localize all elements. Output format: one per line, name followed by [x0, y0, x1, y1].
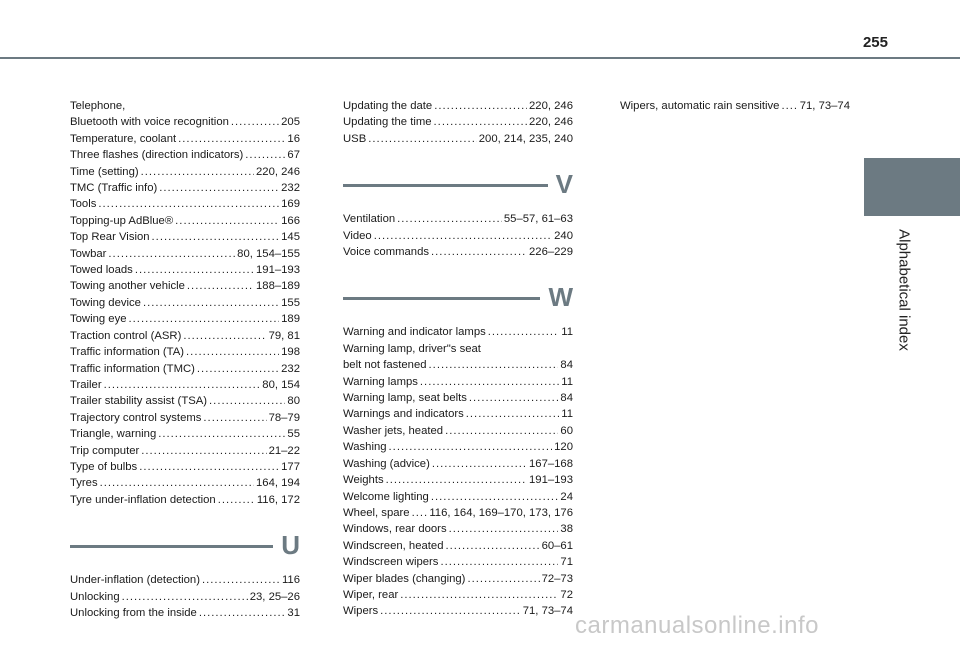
- index-entry: [70, 328, 300, 344]
- entry-page-ref: 11: [561, 326, 573, 339]
- entry-page-ref: 67: [287, 149, 300, 162]
- index-entry: [343, 357, 573, 373]
- entry-term: Towbar: [70, 247, 107, 260]
- dot-leader: [386, 472, 527, 488]
- entries-u: [70, 572, 300, 621]
- index-entry: [70, 98, 300, 114]
- entry-page-ref: 71, 73–74: [522, 605, 573, 618]
- entry-page-ref: 188–189: [256, 280, 300, 293]
- index-entry: [343, 406, 573, 422]
- dot-leader: [202, 572, 280, 588]
- entry-page-ref: 189: [281, 313, 300, 326]
- dot-leader: [143, 295, 279, 311]
- index-entry: [70, 344, 300, 360]
- dot-leader: [187, 278, 254, 294]
- dot-leader: [380, 603, 521, 619]
- index-entry: [343, 341, 573, 357]
- entry-page-ref: 226–229: [529, 246, 573, 259]
- entry-term: Updating the time: [343, 116, 432, 129]
- index-entry: [70, 361, 300, 377]
- index-entry: [343, 554, 573, 570]
- index-entry: [70, 492, 300, 508]
- entry-term: Temperature, coolant: [70, 132, 177, 145]
- entry-term: Trailer stability assist (TSA): [70, 395, 208, 408]
- index-entry: [70, 377, 300, 393]
- dot-leader: [488, 324, 560, 340]
- entry-page-ref: 31: [287, 606, 300, 619]
- entry-term: Unlocking: [70, 590, 120, 603]
- entry-page-ref: 80, 154–155: [237, 247, 300, 260]
- index-entry: [343, 228, 573, 244]
- entries-w-cont: [620, 98, 850, 114]
- entry-term: Windscreen wipers: [343, 556, 439, 569]
- index-entry: [70, 164, 300, 180]
- entry-page-ref: 116: [281, 574, 300, 587]
- index-entry: [343, 98, 573, 114]
- dot-leader: [245, 147, 285, 163]
- index-column-2: [343, 98, 573, 620]
- index-entry: [343, 505, 573, 521]
- entries-v: [343, 211, 573, 260]
- section-letter-u: U: [281, 530, 300, 561]
- dot-leader: [98, 196, 279, 212]
- entry-page-ref: 11: [561, 375, 573, 388]
- dot-leader: [412, 505, 428, 521]
- index-entry: [343, 211, 573, 227]
- entry-term: Washing: [343, 441, 387, 454]
- section-header-v: [343, 169, 573, 200]
- entry-page-ref: 24: [560, 490, 573, 503]
- entry-page-ref: 72–73: [541, 572, 573, 585]
- entry-page-ref: 167–168: [529, 457, 573, 470]
- dot-leader: [449, 521, 559, 537]
- dot-leader: [420, 374, 559, 390]
- section-letter-w: W: [548, 282, 573, 313]
- entry-page-ref: 71, 73–74: [799, 100, 850, 112]
- entry-page-ref: 38: [560, 523, 573, 536]
- entry-term: Traction control (ASR): [70, 329, 182, 342]
- dot-leader: [400, 587, 558, 603]
- watermark-text: carmanualsonline.info: [575, 612, 819, 639]
- dot-leader: [431, 489, 559, 505]
- dot-leader: [152, 229, 280, 245]
- dot-leader: [203, 410, 266, 426]
- entry-page-ref: 191–193: [529, 474, 573, 487]
- index-entry: [70, 278, 300, 294]
- entry-page-ref: 220, 246: [529, 116, 573, 129]
- index-entry: [343, 571, 573, 587]
- dot-leader: [141, 443, 266, 459]
- dot-leader: [432, 456, 527, 472]
- dot-leader: [781, 98, 797, 114]
- dot-leader: [197, 361, 279, 377]
- entry-term: belt not fastened: [343, 359, 427, 372]
- entry-page-ref: 21–22: [268, 444, 300, 457]
- dot-leader: [135, 262, 254, 278]
- entry-page-ref: 72: [560, 588, 573, 601]
- entry-page-ref: 200, 214, 235, 240: [478, 132, 573, 145]
- index-entry: [70, 311, 300, 327]
- entry-term: Washing (advice): [343, 457, 430, 470]
- dot-leader: [100, 475, 254, 491]
- dot-leader: [159, 180, 279, 196]
- entry-term: Windows, rear doors: [343, 523, 447, 536]
- dot-leader: [431, 244, 527, 260]
- dot-leader: [158, 426, 285, 442]
- entry-term: Trailer: [70, 378, 102, 391]
- dot-leader: [199, 605, 286, 621]
- entries-u-cont: [343, 98, 573, 147]
- entry-term: Type of bulbs: [70, 460, 138, 473]
- entry-term: Wheel, spare: [343, 506, 410, 519]
- index-entry: [70, 262, 300, 278]
- index-entry: [70, 443, 300, 459]
- page-number: 255: [862, 34, 888, 51]
- entry-term: Wiper, rear: [343, 588, 399, 601]
- dot-leader: [231, 114, 279, 130]
- index-entry: [343, 489, 573, 505]
- index-entry: [343, 472, 573, 488]
- entry-term: Warnings and indicators: [343, 408, 464, 421]
- entry-term: Wipers: [343, 605, 379, 618]
- dot-leader: [178, 131, 285, 147]
- entry-page-ref: 78–79: [268, 411, 300, 424]
- entry-term: Triangle, warning: [70, 428, 157, 441]
- entry-page-ref: 71: [560, 556, 573, 569]
- dot-leader: [434, 114, 527, 130]
- entry-page-ref: 232: [281, 362, 300, 375]
- index-entry: [343, 456, 573, 472]
- entry-term: Top Rear Vision: [70, 231, 150, 244]
- entries-t: [70, 98, 300, 508]
- section-header-w: [343, 282, 573, 313]
- index-entry: [343, 390, 573, 406]
- entry-term: Time (setting): [70, 165, 139, 178]
- dot-leader: [139, 459, 279, 475]
- index-entry: [343, 244, 573, 260]
- entry-page-ref: 205: [281, 116, 300, 129]
- section-letter-v: V: [555, 169, 573, 200]
- index-entry: [343, 521, 573, 537]
- entry-term: Tyre under-inflation detection: [70, 493, 216, 506]
- index-entry: [70, 572, 300, 588]
- entry-page-ref: 60: [560, 424, 573, 437]
- index-entry: [343, 439, 573, 455]
- entry-term: Towed loads: [70, 264, 133, 277]
- dot-leader: [469, 390, 559, 406]
- index-entry: [343, 131, 573, 147]
- entry-term: Trajectory control systems: [70, 411, 202, 424]
- entry-term: Welcome lighting: [343, 490, 429, 503]
- entry-page-ref: 79, 81: [268, 329, 300, 342]
- index-entry: [70, 589, 300, 605]
- entry-term: USB: [343, 132, 367, 145]
- entry-term: Warning lamp, seat belts: [343, 392, 467, 405]
- dot-leader: [209, 393, 285, 409]
- dot-leader: [445, 423, 558, 439]
- dot-leader: [183, 328, 266, 344]
- entry-page-ref: 11: [561, 408, 573, 421]
- dot-leader: [218, 492, 255, 508]
- entry-page-ref: 55: [287, 428, 300, 441]
- dot-leader: [429, 357, 559, 373]
- entry-term: Windscreen, heated: [343, 539, 444, 552]
- entry-page-ref: 145: [281, 231, 300, 244]
- index-entry: [70, 295, 300, 311]
- entry-term: Washer jets, heated: [343, 424, 444, 437]
- index-entry: [70, 229, 300, 245]
- entry-term: Warning and indicator lamps: [343, 326, 486, 339]
- entry-page-ref: 191–193: [256, 264, 300, 277]
- entry-page-ref: 84: [560, 392, 573, 405]
- entry-page-ref: 164, 194: [256, 477, 300, 490]
- dot-leader: [397, 211, 502, 227]
- section-header-u: [70, 530, 300, 561]
- dot-leader: [445, 538, 539, 554]
- entry-page-ref: 16: [287, 132, 300, 145]
- index-entry: [70, 393, 300, 409]
- dot-leader: [108, 246, 235, 262]
- dot-leader: [374, 228, 552, 244]
- entry-term: Towing another vehicle: [70, 280, 185, 293]
- entry-term: Under-inflation (detection): [70, 574, 200, 587]
- index-entry: [343, 324, 573, 340]
- index-entry: [70, 196, 300, 212]
- entry-term: Warning lamp, driver"s seat: [343, 342, 481, 355]
- dot-leader: [440, 554, 558, 570]
- entry-term: TMC (Traffic info): [70, 182, 158, 195]
- entries-w: [343, 324, 573, 619]
- index-entry: [70, 147, 300, 163]
- entry-term: Voice commands: [343, 246, 430, 259]
- section-rule: [343, 184, 548, 187]
- index-entry: [343, 423, 573, 439]
- index-entry: [70, 114, 300, 130]
- entry-term: Updating the date: [343, 100, 433, 112]
- entry-term: Three flashes (direction indicators): [70, 149, 244, 162]
- entry-page-ref: 80: [287, 395, 300, 408]
- entry-term: Towing eye: [70, 313, 127, 326]
- entry-term: Trip computer: [70, 444, 140, 457]
- dot-leader: [122, 589, 248, 605]
- entry-term: Warning lamps: [343, 375, 418, 388]
- entry-page-ref: 240: [554, 229, 573, 242]
- index-entry: [343, 603, 573, 619]
- entry-term: Video: [343, 229, 372, 242]
- dot-leader: [186, 344, 279, 360]
- entry-page-ref: 177: [281, 460, 300, 473]
- index-entry: [343, 114, 573, 130]
- index-entry: [620, 98, 850, 114]
- entry-term: Towing device: [70, 296, 141, 309]
- entry-page-ref: 169: [281, 198, 300, 211]
- section-rule: [343, 297, 540, 300]
- entry-page-ref: 116, 164, 169–170, 173, 176: [429, 506, 573, 519]
- dot-leader: [368, 131, 477, 147]
- entry-page-ref: 116, 172: [256, 493, 300, 506]
- index-entry: [343, 538, 573, 554]
- index-entry: [70, 459, 300, 475]
- entry-term: Ventilation: [343, 213, 396, 226]
- side-tab-label: Alphabetical index: [895, 229, 913, 351]
- side-tab: [864, 158, 960, 216]
- index-entry: [70, 246, 300, 262]
- entry-term: Topping-up AdBlue®: [70, 214, 174, 227]
- dot-leader: [129, 311, 280, 327]
- dot-leader: [175, 213, 279, 229]
- index-entry: [343, 587, 573, 603]
- entry-page-ref: 55–57, 61–63: [503, 213, 573, 226]
- entry-page-ref: 84: [560, 359, 573, 372]
- index-entry: [70, 475, 300, 491]
- dot-leader: [434, 98, 527, 114]
- entry-page-ref: 60–61: [541, 539, 573, 552]
- dot-leader: [466, 406, 559, 422]
- entry-page-ref: 220, 246: [529, 100, 573, 112]
- dot-leader: [141, 164, 254, 180]
- index-entry: [70, 605, 300, 621]
- entry-term: Wiper blades (changing): [343, 572, 466, 585]
- entry-page-ref: 198: [281, 346, 300, 359]
- dot-leader: [389, 439, 553, 455]
- entry-term: Bluetooth with voice recognition: [70, 116, 229, 129]
- index-entry: [70, 131, 300, 147]
- entry-term: Telephone,: [70, 100, 126, 112]
- index-entry: [70, 426, 300, 442]
- entry-page-ref: 166: [281, 214, 300, 227]
- entry-term: Traffic information (TA): [70, 346, 185, 359]
- header-rule: [0, 57, 960, 59]
- entry-page-ref: 120: [554, 441, 573, 454]
- index-column-3: [620, 98, 850, 114]
- entry-page-ref: 23, 25–26: [249, 590, 300, 603]
- entry-term: Weights: [343, 474, 384, 487]
- entry-page-ref: 80, 154: [262, 378, 300, 391]
- entry-page-ref: 220, 246: [256, 165, 300, 178]
- index-entry: [343, 374, 573, 390]
- entry-term: Unlocking from the inside: [70, 606, 197, 619]
- dot-leader: [467, 571, 539, 587]
- dot-leader: [104, 377, 261, 393]
- entry-page-ref: 232: [281, 182, 300, 195]
- entry-term: Tools: [70, 198, 97, 211]
- entry-term: Tyres: [70, 477, 98, 490]
- index-entry: [70, 213, 300, 229]
- index-column-1: [70, 98, 300, 621]
- index-entry: [70, 410, 300, 426]
- index-entry: [70, 180, 300, 196]
- entry-term: Wipers, automatic rain sensitive: [620, 100, 780, 112]
- entry-term: Traffic information (TMC): [70, 362, 195, 375]
- section-rule: [70, 545, 273, 548]
- entry-page-ref: 155: [281, 296, 300, 309]
